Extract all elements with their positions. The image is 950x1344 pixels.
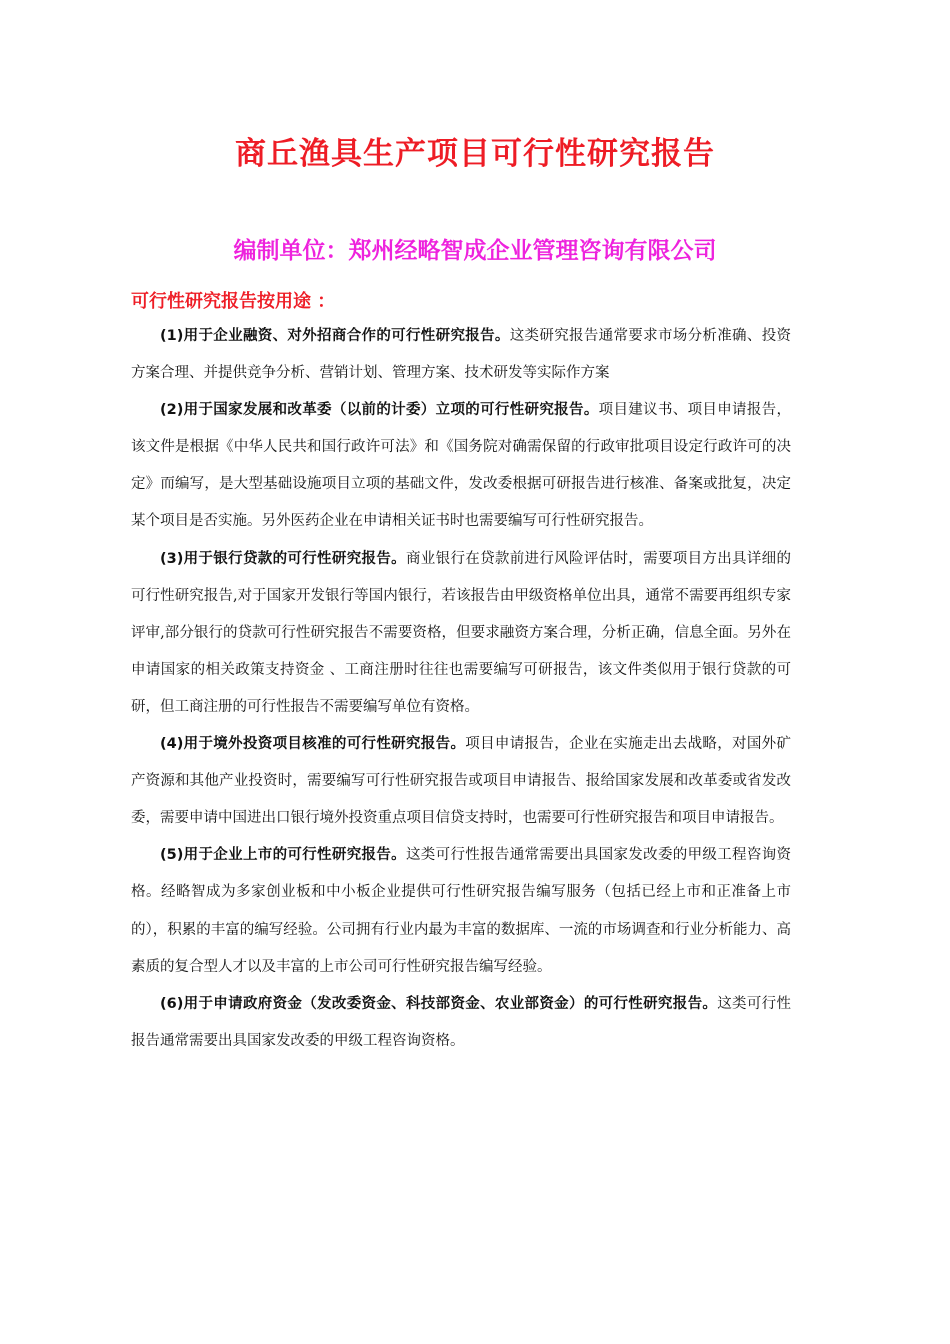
- paragraph-lead: (6)用于申请政府资金（发改委资金、科技部资金、农业部资金）的可行性研究报告。: [160, 995, 718, 1012]
- paragraph-5: [131, 837, 791, 985]
- paragraph-6: [131, 986, 791, 1060]
- paragraph-text: 项目申请报告，企业在实施走出去战略，对国外矿产资源和其他产业投资时，需要编写可行性研究报告或项目申请报告、报给国家发展和改革委或省发改委，需要申请中国进出口银行境外投资重点项目信贷支持时，也需要可行性研究报告和项目申请报告。: [131, 736, 792, 827]
- paragraph-2: [131, 392, 791, 540]
- paragraph-lead: (2)用于国家发展和改革委（以前的计委）立项的可行性研究报告。: [160, 402, 599, 419]
- document-body: [131, 318, 791, 1060]
- paragraph-lead: (4)用于境外投资项目核准的可行性研究报告。: [160, 736, 466, 753]
- paragraph-lead: (5)用于企业上市的可行性研究报告。: [160, 847, 406, 864]
- paragraph-text: 商业银行在贷款前进行风险评估时，需要项目方出具详细的可行性研究报告,对于国家开发银行等国内银行，若该报告由甲级资格单位出具，通常不需要再组织专家评审,部分银行的贷款可行性研究报告不需要资格，但要求融资方案合理，分析正确，信息全面。另外在申请国家的相关政策支持资金 、工商注册时往往也需要编写可研报告，该文件类似用于银行贷款的可研，但工商注册的可行性报告不需要编写单位有资格。: [131, 550, 792, 715]
- section-heading: 可行性研究报告按用途 ：: [131, 291, 336, 312]
- document-title: 商丘渔具生产项目可行性研究报告: [235, 136, 715, 172]
- paragraph-text: 这类研究报告通常要求市场分析准确、投资方案合理、并提供竞争分析、营销计划、管理方案、技术研发等实际作方案: [131, 328, 792, 382]
- compiling-organization: 编制单位：郑州经略智成企业管理咨询有限公司: [233, 238, 717, 264]
- paragraph-lead: (1)用于企业融资、对外招商合作的可行性研究报告。: [160, 328, 510, 344]
- paragraph-3: [131, 541, 791, 726]
- paragraph-4: [131, 726, 791, 837]
- paragraph-text: 这类可行性报告通常需要出具国家发改委的甲级工程咨询资格。经略智成为多家创业板和中小板企业提供可行性研究报告编写服务（包括已经上市和正准备上市的），积累的丰富的编写经验。公司拥有行业内最为丰富的数据库、一流的市场调查和行业分析能力、高素质的复合型人才以及丰富的上市公司可行性研究报告编写经验。: [131, 847, 792, 975]
- paragraph-text: 项目建议书、项目申请报告，该文件是根据《中华人民共和国行政许可法》和《国务院对确需保留的行政审批项目设定行政许可的决定》而编写，是大型基础设施项目立项的基础文件，发改委根据可研报告进行核准、备案或批复，决定某个项目是否实施。另外医药企业在申请相关证书时也需要编写可行性研究报告。: [131, 402, 792, 530]
- paragraph-text: 这类可行性报告通常需要出具国家发改委的甲级工程咨询资格。: [131, 995, 792, 1049]
- paragraph-1: [131, 318, 791, 392]
- paragraph-lead: (3)用于银行贷款的可行性研究报告。: [160, 550, 406, 567]
